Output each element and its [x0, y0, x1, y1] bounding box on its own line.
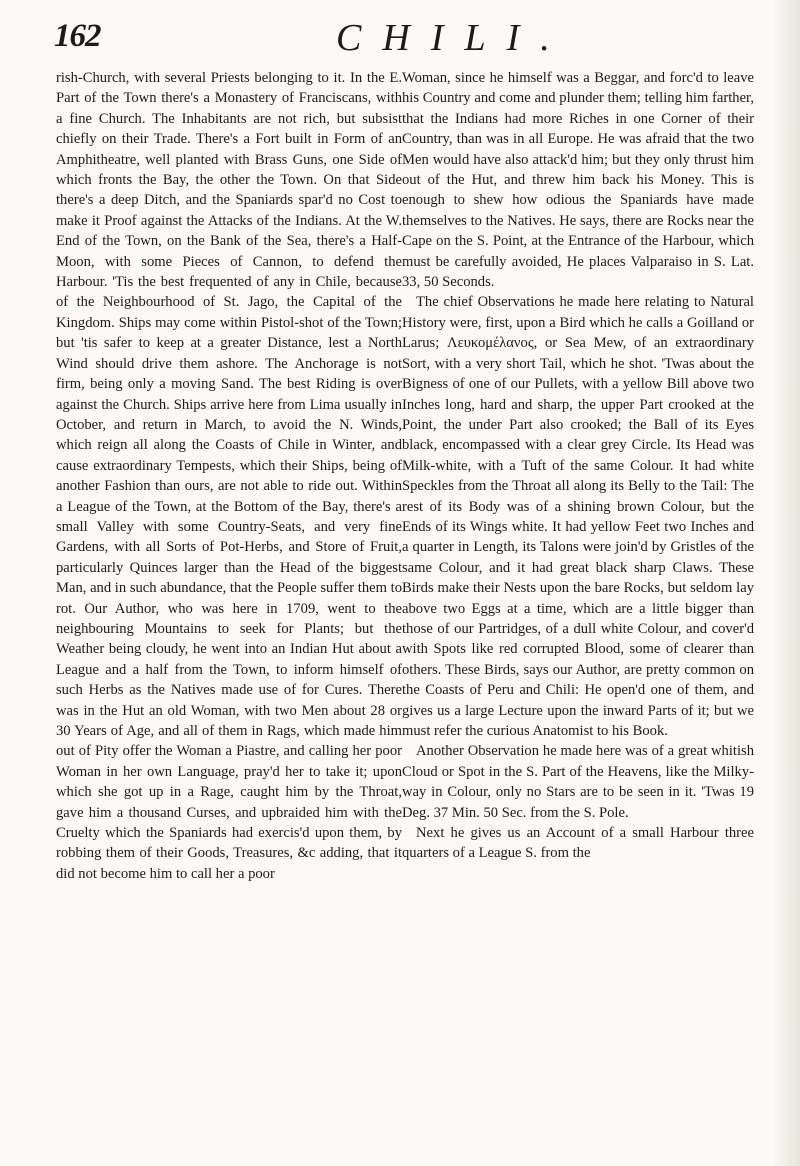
- page-number: 162: [54, 18, 101, 54]
- running-head: CHILI.: [336, 17, 571, 59]
- page-header: [0, 10, 800, 62]
- right-paragraph-2: The chief Observations he made here relating to Natural History were, first, upon a Bird which he calls a Goilland or Larus; Λευκομέλανος, or Sea Mew, of an extraordinary Sort, with a very short Tail, which he shot. 'Twas about the Bigness of one of our Pullets, with a yellow Bill above two Inches long, hard and sharp, the upper Part crooked at the Point, the under Part also crooked; the Ball of its Eyes black, encompassed with a clear grey Circle. Its Head was Milk-white, with a Tuft of the same Colour. It had white Speckles from the Throat all along its Belly to the Tail: The rest of its Body was of a shining brown Colour, but the Ends of its Wings white. It had yellow Feet two Inches and a quarter in Length, its Talons were join'd by Gristles of the same Colour, and it had great black sharp Claws. These Birds make their Nests upon the bare Rocks, but seldom lay above two Eggs at a time, which are a little bigger than those of our Partridges, of a dull white Colour, and cover'd with Spots like red corrupted Blood, some of clearer than others. These Birds, says our Author, are pretty common on the Coasts of Peru and Chili: He open'd one of them, and gives us a large Lecture upon the inward Parts of it; but we must refer the curious Anatomist to his Book.: [402, 294, 754, 739]
- right-paragraph-3: Another Observation he made here was of a great whitish Cloud or Spot in the S. Part of the Heavens, like the Milky-way in Colour, only no Stars are to be seen in it. 'Twas 19 Deg. 37 Min. 50 Sec. from the S. Pole.: [402, 743, 754, 821]
- page-edge-shadow: [772, 0, 800, 1166]
- right-paragraph-1: Woman, since he himself was a Beggar, and forc'd to leave his Country and come and plunder them; telling him farther, that the Indians had more Riches in one Corner of their Country, than was in all Europe. He was afraid that the two Men would have also attack'd him; but they only thrust him out of the Hut, and threw him back his Money. This is enough to shew how odious the Spaniards have made themselves to the Natives. He says, there are Rocks near the Cape on the S. Point, at the Entrance of the Harbour, which must be carefully avoided, He places Valparaiso in S. Lat. 33, 50 Seconds.: [402, 70, 754, 291]
- right-column: [402, 68, 754, 864]
- right-paragraph-4: Next he gives us an Account of a small Harbour three quarters of a League S. from the: [402, 825, 754, 862]
- left-paragraph-1: rish-Church, with several Priests belonging to it. In the E. Part of the Town there's a Monastery of Franciscans, with a fine Church. The Inhabitants are not rich, but subsist chiefly on their Trade. There's a Fort built in Form of an Amphitheatre, well planted with Brass Guns, one Side of which fronts the Bay, the other the Town. On that Side there's a deep Ditch, and the Spaniards spar'd no Cost to make it Proof against the Attacks of the Indians. At the W. End of the Town, on the Bank of the Sea, there's a Half-Moon, with some Pieces of Cannon, to defend the Harbour. 'Tis the best frequented of any in Chile, because of the Neighbourhood of St. Jago, the Capital of the Kingdom. Ships may come within Pistol-shot of the Town; but 'tis safer to keep at a greater Distance, lest a North Wind should drive them ashore. The Anchorage is not firm, being only a moving Sand. The best Riding is over against the Church. Ships arrive here from Lima usually in October, and return in March, to avoid the N. Winds, which reign all along the Coasts of Chile in Winter, and cause extraordinary Tempests, which their Ships, being of another Fashion than ours, are not able to ride out. Within a League of the Town, at the Bottom of the Bay, there's a small Valley with some Country-Seats, and very fine Gardens, with all Sorts of Pot-Herbs, and Store of Fruit, particularly Quinces larger than the Head of the biggest Man, and in such abundance, that the People suffer them to rot. Our Author, who was here in 1709, went to the neighbouring Mountains to seek for Plants; but the Weather being cloudy, he went into an Indian Hut about a League and a half from the Town, to inform himself of such Herbs as the Natives made use of for Cures. There was in the Hut an old Woman, with two Men about 28 or 30 Years of Age, and all of them in Rags, which made him out of Pity offer the Woman a Piastre, and calling her poor Woman in her own Language, pray'd her to take it; upon which she got up in a Rage, caught him by the Throat, gave him a thousand Curses, and upbraided him with the Cruelty which the Spaniards had exercis'd upon them, by robbing them of their Goods, Treasures, &c adding, that it did not become him to call her a poor: [56, 70, 402, 882]
- left-column: [56, 68, 402, 884]
